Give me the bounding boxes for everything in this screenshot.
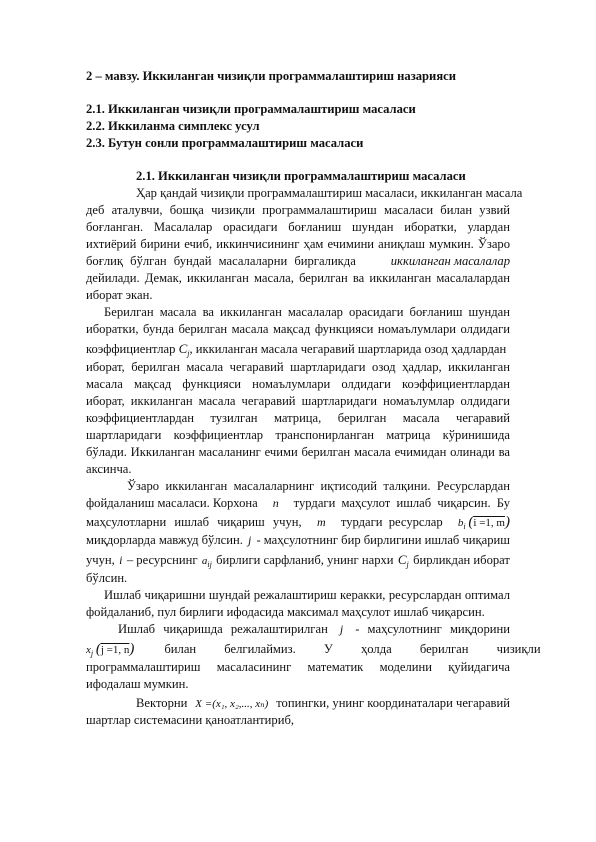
p6-line-1	[136, 695, 510, 713]
p1-line-6: дейилади. Демак, иккиланган масала, берилган ва иккиланган масалалардан	[86, 271, 510, 285]
p3-line-4a: миқдорларда мавжуд бўлсин.	[86, 533, 243, 547]
p2-line-5: масала мақсад функцияси номаълумлари олдидаги коэффициентлардан	[86, 377, 510, 391]
p5-line-2-text: билан белгилаймиз. У ҳолда берилган чизиқли	[164, 642, 541, 656]
p3-line-4b: - маҳсулотнинг бир бирлигини ишлаб чиқариш	[256, 533, 510, 547]
p5-line-1b: - маҳсулотнинг миқдорини	[355, 622, 510, 636]
a-ij-symbol: $a_{ij}$	[201, 555, 212, 569]
toc-item-1: 2.1. Иккиланган чизиқли программалаштириш масаласи	[86, 102, 416, 116]
toc-item-3: 2.3. Бутун сонли программалаштириш масаласи	[86, 136, 364, 150]
p3-line-2a: фойдаланиш масаласи. Корхона	[86, 496, 258, 510]
p1-line-5-text: боғлиқ бўлган бундай масалаларни биргаликда	[86, 254, 356, 268]
p3-line-1: Ўзаро иккиланган масалаларнинг иқтисодий талқини. Ресурслардан	[127, 479, 510, 493]
p1-line-5	[86, 253, 510, 270]
p6-line-1a: Векторни	[136, 696, 188, 710]
x-vector-expression: X =(x₁, x₂,..., xₙ)	[195, 698, 269, 710]
p2-line-3-rest: , иккиланган масала чегаравий шартларида озод ҳадлардан	[189, 342, 507, 356]
c-j-symbol: $C_j$	[178, 341, 190, 358]
p3-line-3a: маҳсулотларни ишлаб чиқариш учун,	[86, 515, 302, 529]
p3-line-2	[86, 495, 510, 512]
p2-coef-text: коэффициентлар	[86, 342, 176, 356]
p1-line-3: боғланган. Масалалар орасидаги боғланиш шундан иборатки, улардан	[86, 220, 510, 234]
p2-line-4: иборат, берилган масала чегаравий шартларидаги озод ҳадлар, иккиланган	[86, 360, 510, 374]
i-symbol: i	[119, 553, 123, 567]
p3-line-5a: учун,	[86, 553, 115, 567]
p2-line-10: аксинча.	[86, 462, 132, 476]
p4-line-1: Ишлаб чиқаришни шундай режалаштириш керакки, ресурслардан оптимал	[104, 588, 510, 602]
p3-line-5b: – ресурснинг	[126, 553, 198, 567]
p1-line-2: деб аталувчи, бошқа чизиқли программалаштириш масаласи билан узвий	[86, 203, 510, 217]
p1-line-1: Ҳар қандай чизиқли программалаштириш масаласи, иккиланган масала	[136, 186, 523, 200]
p3-line-5d: бирликдан иборат	[413, 553, 510, 567]
p2-line-6: иборат, иккиланган масала чегаравий шартларидаги номаълумлар олдидаги	[86, 394, 510, 408]
p2-line-7: коэффициентлардан тузилган матрица, берилган масала чегаравий	[86, 411, 510, 425]
c-j-symbol-2: $C_j$	[397, 552, 409, 569]
j-symbol: j	[247, 533, 252, 547]
n-symbol: n	[272, 496, 279, 510]
toc-item-2: 2.2. Иккиланма симплекс усул	[86, 119, 260, 133]
page-heading: 2 – мавзу. Иккиланган чизиқли программалаштириш назарияси	[86, 69, 456, 83]
p3-line-5	[86, 551, 510, 573]
j-symbol-2: j	[339, 622, 344, 636]
p1-italic-term: иккиланган масалалар	[390, 254, 510, 268]
p3-line-6: бўлсин.	[86, 571, 128, 585]
p5-line-3: программалаштириш масаласининг математик моделини қуйидагича	[86, 660, 510, 674]
b-i-expression: $b_i$ (i =1, m)	[457, 514, 510, 531]
p2-line-8: шартларидаги коэффициентлар транспонирланган матрица кўринишида	[86, 428, 510, 442]
p1-line-7: иборат экан.	[86, 288, 153, 302]
p6-line-2: шартлар системасини қаноатлантириб,	[86, 713, 295, 727]
p5-line-1	[118, 621, 510, 638]
p2-line-2: иборатки, бунда берилган масала мақсад функцияси номаълумлари олдидаги	[86, 322, 510, 336]
p2-line-1: Берилган масала ва иккиланган масалалар орасидаги боғланиш шундан	[104, 305, 510, 319]
p2-line-9: бўлади. Иккиланган масаланинг ечими берилган масала ечимидан олинади ва	[86, 445, 510, 459]
p5-line-1a: Ишлаб чиқаришда режалаштирилган	[118, 622, 328, 636]
p5-line-4: ифодалаш мумкин.	[86, 677, 189, 691]
p3-line-2b: турдаги маҳсулот ишлаб чиқарсин. Бу	[293, 496, 510, 510]
p3-line-5c: бирлиги сарфланиб, унинг нархи	[216, 553, 394, 567]
section-title: 2.1. Иккиланган чизиқли программалаштириш масаласи	[136, 169, 466, 183]
p3-line-4	[86, 532, 510, 549]
p1-line-4: ихтиёрий бирини ечиб, иккинчисининг ҳам ечимини аниқлаш мумкин. Ўзаро	[86, 237, 510, 251]
p4-line-2: фойдаланиб, пул бирлиги ифодасида максимал маҳсулот ишлаб чиқарсин.	[86, 605, 485, 619]
m-symbol: m	[316, 515, 326, 529]
x-j-expression: $x_j$ (j =1, n)	[86, 641, 135, 658]
p3-line-3b: турдаги ресурслар	[340, 515, 443, 529]
p6-line-1b: топингки, унинг координаталари чегаравий	[276, 696, 510, 710]
